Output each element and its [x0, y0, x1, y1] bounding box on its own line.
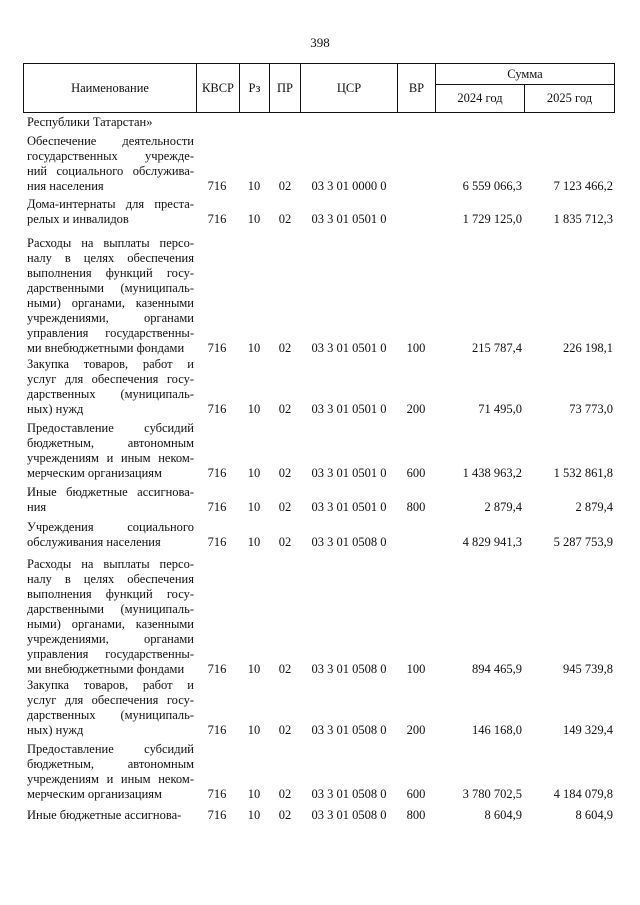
row-name-line: мерческим организациям: [27, 466, 162, 480]
cell-kvsr: 716: [207, 787, 227, 801]
cell-csr: 03 3 01 0508 0: [311, 662, 387, 676]
cell-y2024: 2 879,4: [484, 500, 522, 514]
cell-kvsr: 716: [207, 662, 227, 676]
cell-vr: 100: [406, 662, 426, 676]
cell-pr: 02: [278, 787, 292, 801]
cell-y2024: 215 787,4: [472, 341, 522, 355]
row-name-line: Учреждения социального: [27, 520, 194, 534]
cell-y2024: 146 168,0: [472, 723, 522, 737]
row-name-line: ний социального обслужива-: [27, 164, 194, 178]
cell-rz: 10: [247, 179, 261, 193]
header-csr: ЦСР: [300, 63, 398, 113]
cell-rz: 10: [247, 341, 261, 355]
cell-csr: 03 3 01 0501 0: [311, 500, 387, 514]
header-kvsr: КВСР: [196, 63, 240, 113]
cell-vr: 600: [406, 787, 426, 801]
cell-rz: 10: [247, 402, 261, 416]
row-name: [27, 115, 194, 130]
cell-pr: 02: [278, 535, 292, 549]
cell-csr: 03 3 01 0501 0: [311, 402, 387, 416]
row-name-line: учреждениям и иным неком-: [27, 451, 194, 465]
cell-y2025: 149 329,4: [563, 723, 613, 737]
row-name-line: ми внебюджетными фондами: [27, 341, 185, 355]
row-name-line: Закупка товаров, работ и: [27, 678, 194, 692]
row-name-line: дарственных (муниципаль-: [27, 708, 194, 722]
row-name: [27, 557, 194, 677]
row-name: [27, 421, 194, 481]
row-name-line: учреждениям и иным неком-: [27, 772, 194, 786]
cell-y2025: 2 879,4: [575, 500, 613, 514]
row-name-line: учреждениями, органами: [27, 632, 194, 646]
cell-vr: 200: [406, 723, 426, 737]
row-name-line: учреждениями, органами: [27, 311, 194, 325]
cell-y2025: 1 835 712,3: [553, 212, 613, 226]
header-pr: ПР: [269, 63, 301, 113]
row-name-line: управления государственны-: [27, 647, 194, 661]
row-name-line: ных) нужд: [27, 402, 84, 416]
header-sum: Сумма: [435, 63, 615, 85]
cell-csr: 03 3 01 0508 0: [311, 535, 387, 549]
row-name-line: дарственными (муниципаль-: [27, 281, 194, 295]
cell-kvsr: 716: [207, 500, 227, 514]
cell-csr: 03 3 01 0501 0: [311, 212, 387, 226]
cell-y2024: 3 780 702,5: [462, 787, 522, 801]
row-name-line: обслуживания населения: [27, 535, 161, 549]
row-name-line: Дома-интернаты для преста-: [27, 197, 194, 211]
cell-y2025: 5 287 753,9: [553, 535, 613, 549]
cell-y2025: 4 184 079,8: [553, 787, 613, 801]
cell-y2025: 7 123 466,2: [553, 179, 613, 193]
cell-rz: 10: [247, 500, 261, 514]
cell-pr: 02: [278, 808, 292, 822]
cell-csr: 03 3 01 0000 0: [311, 179, 387, 193]
cell-y2025: 73 773,0: [569, 402, 613, 416]
cell-rz: 10: [247, 212, 261, 226]
row-name-line: государственных учрежде-: [27, 149, 194, 163]
cell-rz: 10: [247, 787, 261, 801]
row-name-line: Обеспечение деятельности: [27, 134, 194, 148]
row-name-line: релых и инвалидов: [27, 212, 129, 226]
cell-pr: 02: [278, 179, 292, 193]
table-header: [23, 63, 615, 113]
row-name-line: ния населения: [27, 179, 104, 193]
row-name-line: услуг для обеспечения госу-: [27, 693, 194, 707]
cell-rz: 10: [247, 466, 261, 480]
cell-kvsr: 716: [207, 808, 227, 822]
page-number: 398: [310, 35, 330, 50]
cell-pr: 02: [278, 212, 292, 226]
row-name-line: налу в целях обеспечения: [27, 572, 194, 586]
cell-kvsr: 716: [207, 466, 227, 480]
row-name-line: Предоставление субсидий: [27, 421, 194, 435]
cell-csr: 03 3 01 0508 0: [311, 723, 387, 737]
cell-vr: 800: [406, 808, 426, 822]
cell-csr: 03 3 01 0508 0: [311, 808, 387, 822]
row-name-line: мерческим организациям: [27, 787, 162, 801]
cell-kvsr: 716: [207, 179, 227, 193]
cell-y2025: 8 604,9: [575, 808, 613, 822]
row-name-line: услуг для обеспечения госу-: [27, 372, 194, 386]
cell-pr: 02: [278, 402, 292, 416]
cell-kvsr: 716: [207, 212, 227, 226]
row-name-line: ми внебюджетными фондами: [27, 662, 185, 676]
cell-csr: 03 3 01 0508 0: [311, 787, 387, 801]
row-name-line: ния: [27, 500, 47, 514]
row-name-line: Республики Татарстан»: [27, 115, 153, 129]
cell-y2024: 1 438 963,2: [462, 466, 522, 480]
header-2024: 2024 год: [435, 84, 525, 113]
cell-vr: 100: [406, 341, 426, 355]
row-name: [27, 197, 194, 227]
cell-pr: 02: [278, 466, 292, 480]
header-2025: 2025 год: [524, 84, 615, 113]
cell-y2024: 894 465,9: [472, 662, 522, 676]
cell-pr: 02: [278, 341, 292, 355]
row-name-line: налу в целях обеспечения: [27, 251, 194, 265]
header-rz: Рз: [239, 63, 270, 113]
row-name-line: ными) органами, казенными: [27, 296, 194, 310]
cell-pr: 02: [278, 723, 292, 737]
row-name-line: Иные бюджетные ассигнова-: [27, 485, 194, 499]
cell-kvsr: 716: [207, 723, 227, 737]
cell-vr: 200: [406, 402, 426, 416]
cell-kvsr: 716: [207, 535, 227, 549]
cell-pr: 02: [278, 500, 292, 514]
row-name-line: Закупка товаров, работ и: [27, 357, 194, 371]
cell-vr: 800: [406, 500, 426, 514]
row-name: [27, 742, 194, 802]
row-name-line: управления государственны-: [27, 326, 194, 340]
cell-y2025: 226 198,1: [563, 341, 613, 355]
row-name-line: бюджетным, автономным: [27, 757, 194, 771]
row-name-line: ными) органами, казенными: [27, 617, 194, 631]
header-vr: ВР: [397, 63, 436, 113]
row-name-line: дарственных (муниципаль-: [27, 387, 194, 401]
row-name: [27, 357, 194, 417]
row-name-line: Иные бюджетные ассигнова-: [27, 808, 182, 822]
row-name: [27, 808, 194, 823]
cell-csr: 03 3 01 0501 0: [311, 341, 387, 355]
cell-kvsr: 716: [207, 341, 227, 355]
row-name-line: выполнения функций госу-: [27, 587, 194, 601]
row-name-line: бюджетным, автономным: [27, 436, 194, 450]
row-name-line: Расходы на выплаты персо-: [27, 557, 194, 571]
cell-y2024: 71 495,0: [478, 402, 522, 416]
row-name-line: выполнения функций госу-: [27, 266, 194, 280]
cell-csr: 03 3 01 0501 0: [311, 466, 387, 480]
cell-rz: 10: [247, 808, 261, 822]
cell-y2025: 1 532 861,8: [553, 466, 613, 480]
row-name-line: Предоставление субсидий: [27, 742, 194, 756]
cell-kvsr: 716: [207, 402, 227, 416]
row-name: [27, 134, 194, 194]
row-name: [27, 236, 194, 356]
cell-y2024: 1 729 125,0: [462, 212, 522, 226]
row-name: [27, 485, 194, 515]
cell-y2025: 945 739,8: [563, 662, 613, 676]
cell-y2024: 4 829 941,3: [462, 535, 522, 549]
cell-y2024: 6 559 066,3: [462, 179, 522, 193]
header-name: Наименование: [23, 63, 197, 113]
row-name: [27, 520, 194, 550]
cell-rz: 10: [247, 723, 261, 737]
cell-pr: 02: [278, 662, 292, 676]
cell-rz: 10: [247, 535, 261, 549]
row-name: [27, 678, 194, 738]
cell-vr: 600: [406, 466, 426, 480]
cell-y2024: 8 604,9: [484, 808, 522, 822]
cell-rz: 10: [247, 662, 261, 676]
row-name-line: дарственными (муниципаль-: [27, 602, 194, 616]
row-name-line: ных) нужд: [27, 723, 84, 737]
row-name-line: Расходы на выплаты персо-: [27, 236, 194, 250]
